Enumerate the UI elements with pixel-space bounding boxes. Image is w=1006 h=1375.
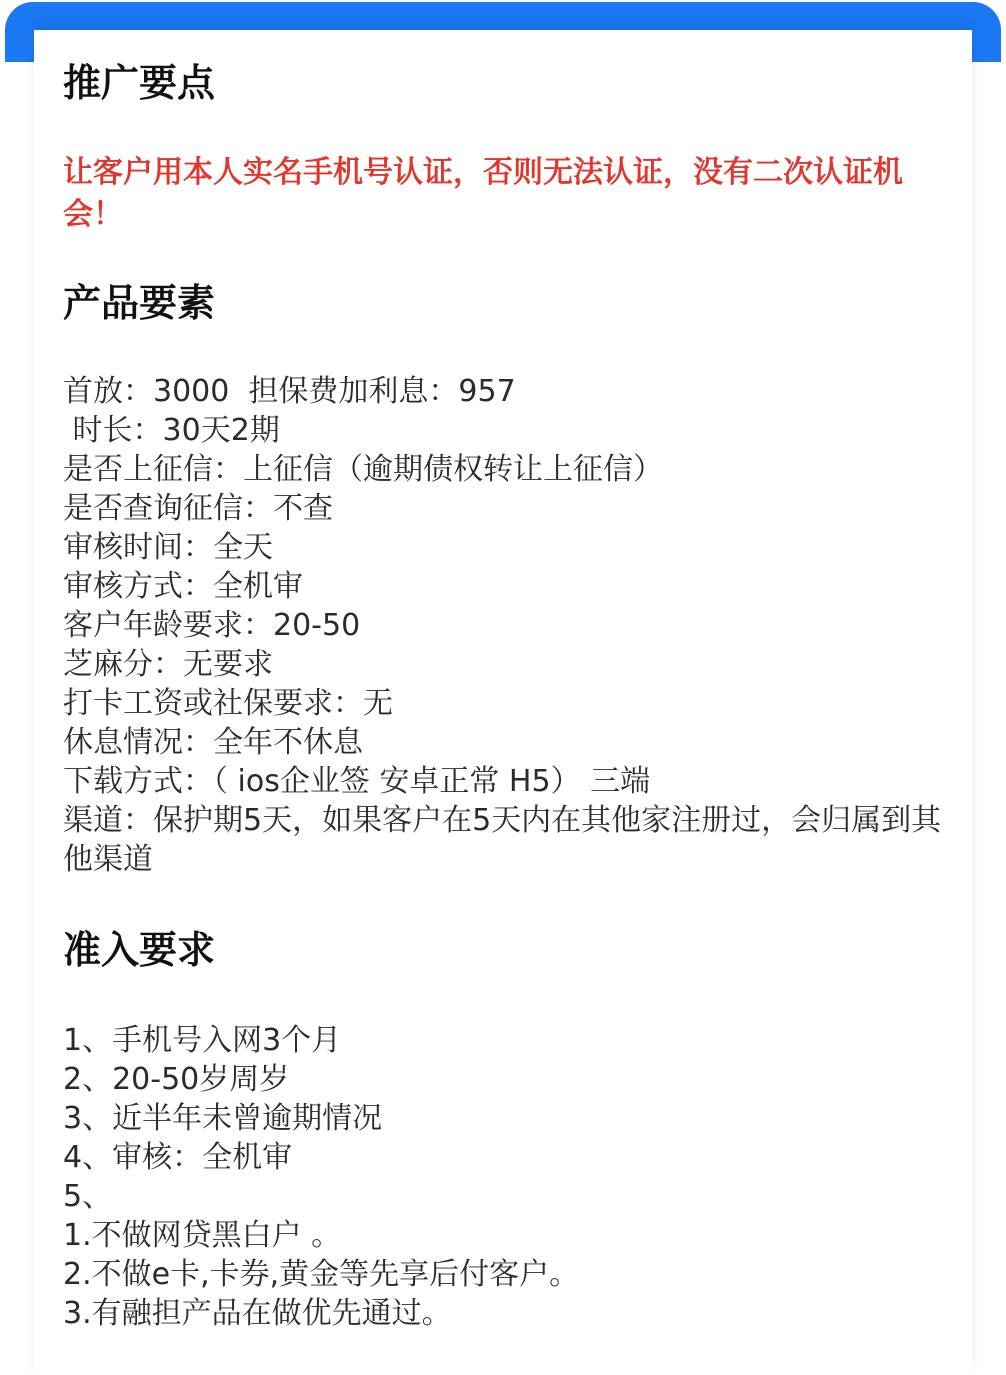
promo-title: 推广要点	[63, 61, 216, 105]
product-line: 休息情况：全年不休息	[63, 725, 363, 760]
product-line: 审核时间：全天	[63, 530, 273, 565]
product-line: 下载方式：（ ios企业签 安卓正常 H5） 三端	[63, 764, 651, 799]
admission-line: 2.不做e卡,卡券,黄金等先享后付客户。	[63, 1257, 580, 1292]
admission-line: 1、手机号入网3个月	[63, 1023, 342, 1058]
product-line: 首放：3000 担保费加利息：957	[63, 374, 516, 409]
product-line: 客户年龄要求：20-50	[63, 608, 361, 643]
admission-line: 2、20-50岁周岁	[63, 1062, 290, 1097]
admission-list	[63, 1021, 943, 1333]
product-line: 渠道：保护期5天，如果客户在5天内在其他家注册过，会归属到其他渠道	[63, 803, 942, 877]
admission-line: 1.不做网贷黑白户 。	[63, 1218, 342, 1253]
admission-line: 4、审核：全机审	[63, 1140, 293, 1175]
admission-line: 3、近半年未曾逾期情况	[63, 1101, 383, 1136]
product-line: 是否上征信：上征信（逾期债权转让上征信）	[63, 452, 663, 487]
product-line: 芝麻分：无要求	[63, 647, 273, 682]
product-line: 是否查询征信：不查	[63, 491, 333, 526]
admission-line: 3.有融担产品在做优先通过。	[63, 1296, 452, 1331]
product-line: 时长：30天2期	[63, 413, 280, 448]
product-line: 打卡工资或社保要求：无	[63, 686, 393, 721]
product-list	[63, 372, 943, 879]
promo-alert: 让客户用本人实名手机号认证，否则无法认证，没有二次认证机会！	[63, 155, 903, 232]
admission-line: 5、	[63, 1179, 113, 1214]
admission-title: 准入要求	[63, 928, 216, 972]
product-line: 审核方式：全机审	[63, 569, 303, 604]
product-title: 产品要素	[63, 281, 216, 325]
